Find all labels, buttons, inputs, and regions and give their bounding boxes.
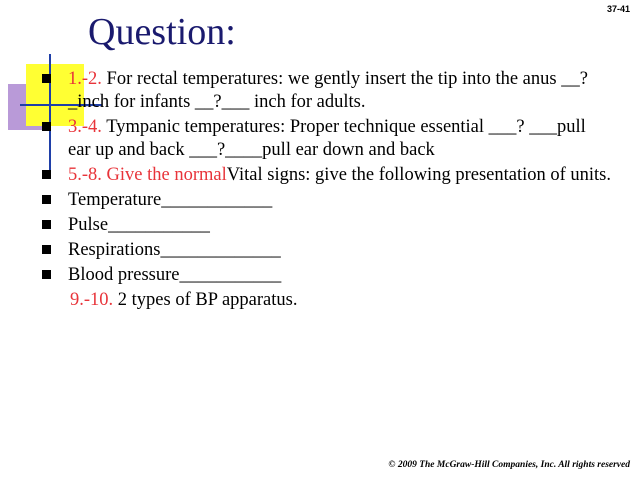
square-bullet-icon — [42, 220, 51, 229]
item-text: Pulse___________ — [68, 215, 210, 235]
square-bullet-icon — [42, 74, 51, 83]
item-text: Blood pressure___________ — [68, 265, 282, 285]
square-bullet-icon — [42, 270, 51, 279]
slide-title: Question: — [88, 11, 236, 53]
item-text: For rectal temperatures: we gently insert the tip into the anus __?_inch for infants __?___ inch for adults. — [68, 69, 588, 112]
bullet-item-blood-pressure — [42, 264, 612, 287]
item-number: 1.-2. — [68, 69, 102, 89]
item-number: 9.-10. — [70, 290, 114, 310]
bullet-item-vital-signs — [42, 164, 612, 187]
copyright-footer: © 2009 The McGraw-Hill Companies, Inc. All rights reserved — [388, 460, 630, 470]
item-text: Respirations_____________ — [68, 240, 281, 260]
item-number: 3.-4. — [68, 117, 102, 137]
bullet-list — [42, 68, 612, 314]
square-bullet-icon — [42, 245, 51, 254]
item-text: Tympanic temperatures: Proper technique essential ___? ___pull ear up and back ___?____pull ear down and back — [68, 117, 586, 160]
item-text: 2 types of BP apparatus. — [113, 290, 298, 310]
bullet-item-tympanic — [42, 116, 612, 162]
final-line-bp-apparatus — [42, 289, 612, 312]
bullet-item-temperature — [42, 189, 612, 212]
bullet-item-pulse — [42, 214, 612, 237]
item-number: 5.-8. Give the normal — [68, 165, 227, 185]
square-bullet-icon — [42, 122, 51, 131]
bullet-item-respirations — [42, 239, 612, 262]
slide-number: 37-41 — [606, 4, 630, 14]
item-text: Vital signs: give the following presentation of units. — [226, 165, 612, 185]
bullet-item-rectal — [42, 68, 612, 114]
square-bullet-icon — [42, 170, 51, 179]
item-text: Temperature____________ — [68, 190, 273, 210]
square-bullet-icon — [42, 195, 51, 204]
